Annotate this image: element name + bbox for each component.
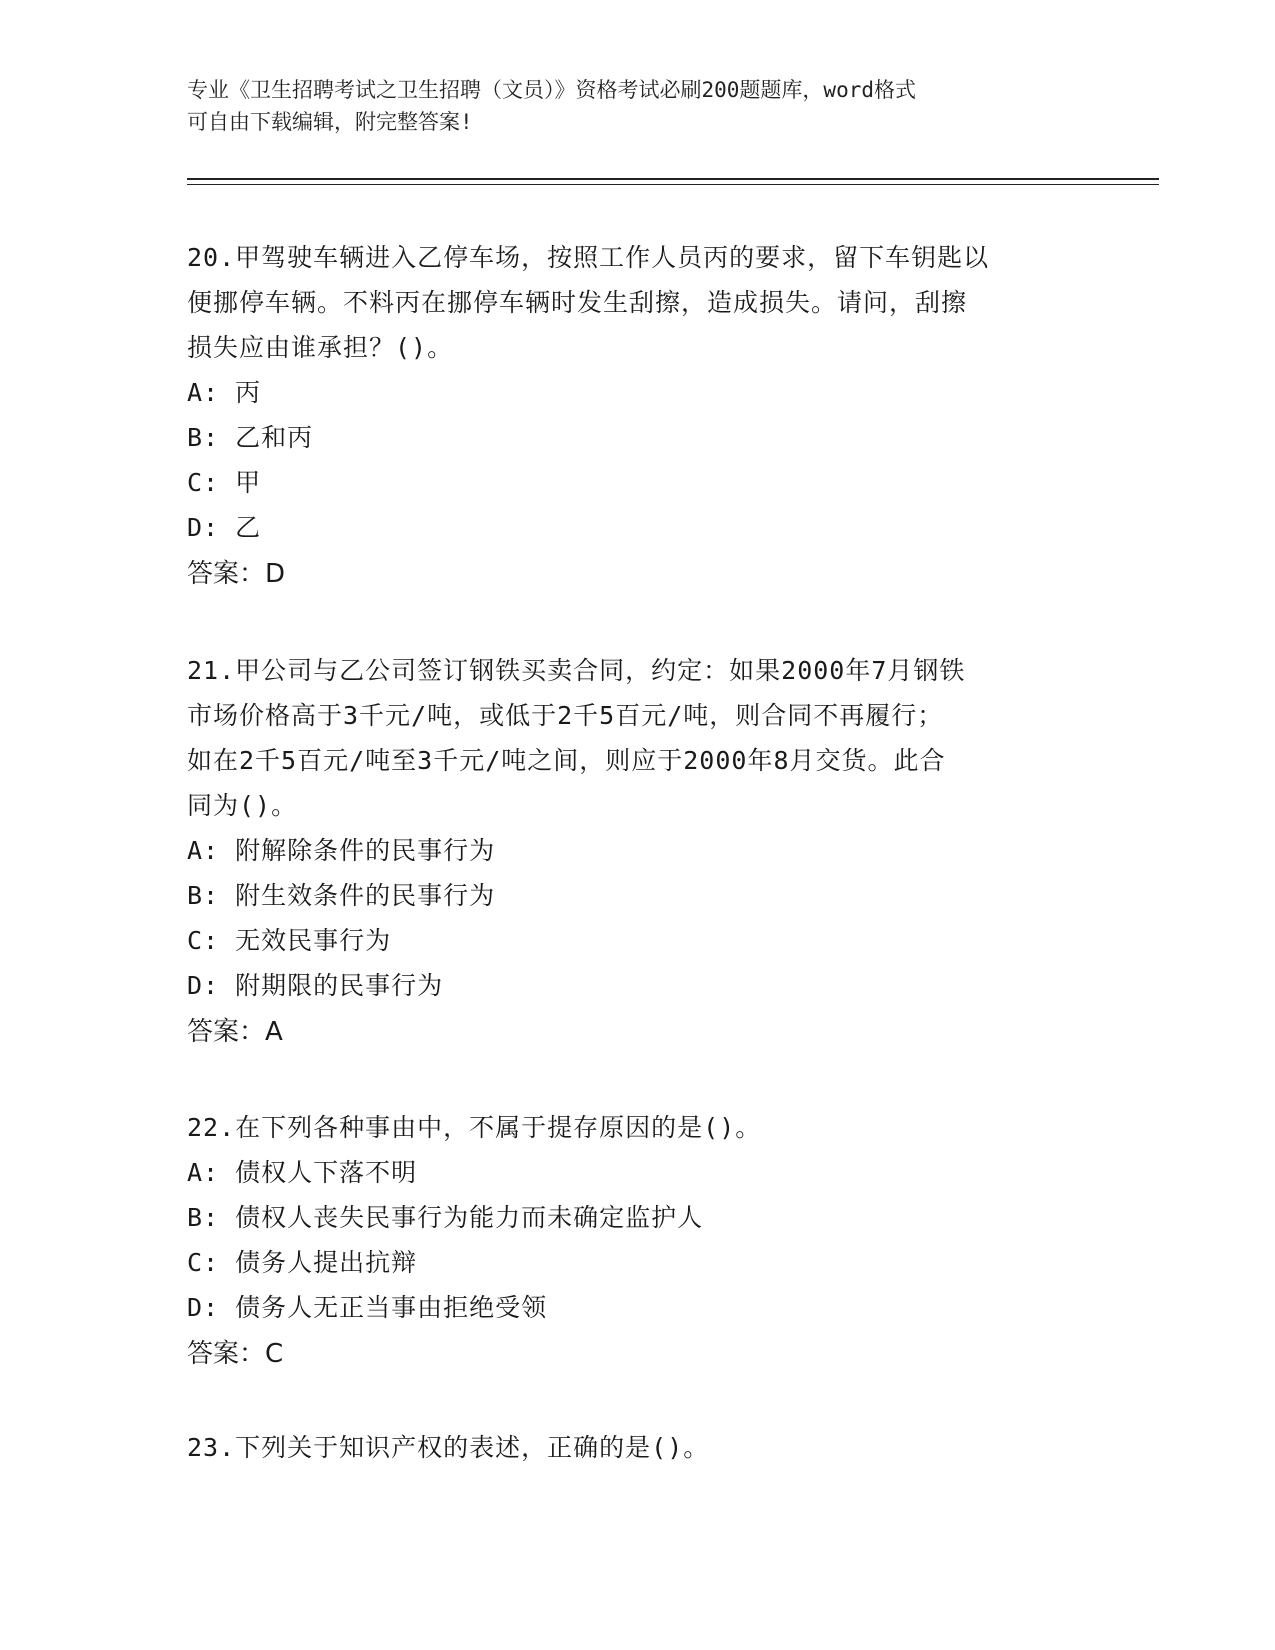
question-stem bbox=[187, 235, 1087, 370]
option-a: A: 债权人下落不明 bbox=[187, 1158, 418, 1187]
option-a: A: 附解除条件的民事行为 bbox=[187, 836, 496, 865]
document-header bbox=[187, 74, 1067, 138]
header-divider-thin bbox=[187, 184, 1159, 185]
stem-line: 便挪停车辆。不料丙在挪停车辆时发生刮擦，造成损失。请问，刮擦 bbox=[187, 288, 968, 317]
option-b: B: 债权人丧失民事行为能力而未确定监护人 bbox=[187, 1203, 704, 1232]
question-22 bbox=[187, 1105, 1087, 1378]
option-c: C: 债务人提出抗辩 bbox=[187, 1248, 418, 1277]
answer: 答案：A bbox=[187, 1017, 283, 1047]
stem-line: 市场价格高于3千元/吨，或低于2千5百元/吨，则合同不再履行； bbox=[187, 701, 944, 730]
question-stem bbox=[187, 1105, 1087, 1150]
option-d: D: 乙 bbox=[187, 513, 262, 542]
stem-line: 同为()。 bbox=[187, 791, 298, 820]
option-d: D: 债务人无正当事由拒绝受领 bbox=[187, 1293, 548, 1322]
question-23 bbox=[187, 1425, 1087, 1470]
stem-line: 22.在下列各种事由中，不属于提存原因的是()。 bbox=[187, 1113, 762, 1142]
stem-line: 21.甲公司与乙公司签订钢铁买卖合同，约定：如果2000年7月钢铁 bbox=[187, 656, 966, 685]
option-c: C: 无效民事行为 bbox=[187, 926, 392, 955]
header-divider-thick bbox=[187, 178, 1159, 180]
option-d: D: 附期限的民事行为 bbox=[187, 971, 444, 1000]
option-b: B: 乙和丙 bbox=[187, 423, 314, 452]
question-stem bbox=[187, 1425, 1087, 1470]
question-21 bbox=[187, 648, 1087, 1056]
stem-line: 损失应由谁承担？()。 bbox=[187, 333, 454, 362]
option-b: B: 附生效条件的民事行为 bbox=[187, 881, 496, 910]
stem-line: 如在2千5百元/吨至3千元/吨之间，则应于2000年8月交货。此合 bbox=[187, 746, 946, 775]
option-a: A: 丙 bbox=[187, 378, 262, 407]
question-20 bbox=[187, 235, 1087, 598]
question-stem bbox=[187, 648, 1087, 828]
header-line-1: 专业《卫生招聘考试之卫生招聘（文员）》资格考试必刷200题题库，word格式 bbox=[187, 78, 916, 102]
stem-line: 20.甲驾驶车辆进入乙停车场，按照工作人员丙的要求，留下车钥匙以 bbox=[187, 243, 990, 272]
stem-line: 23.下列关于知识产权的表述，正确的是()。 bbox=[187, 1433, 710, 1462]
option-c: C: 甲 bbox=[187, 468, 262, 497]
header-line-2: 可自由下载编辑，附完整答案! bbox=[187, 110, 473, 134]
answer: 答案：C bbox=[187, 1339, 284, 1369]
answer: 答案：D bbox=[187, 559, 286, 589]
